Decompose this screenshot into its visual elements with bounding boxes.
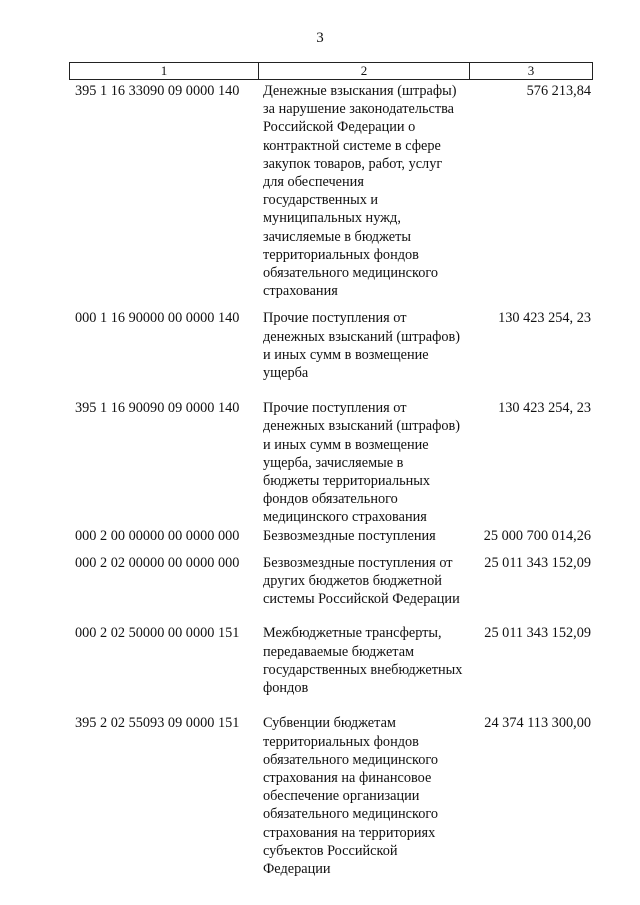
table-row: [69, 714, 593, 878]
table-row: [69, 554, 593, 609]
revenue-name: Субвенции бюджетам территориальных фондов обязательного медицинского страхования на финансовое обеспечение организации обязательного медицинского страхования на территориях субъектов Российской Федерации: [263, 715, 438, 877]
table-row: [69, 82, 593, 300]
revenue-amount: 576 213,84: [526, 83, 591, 99]
revenue-amount: 25 011 343 152,09: [484, 625, 591, 642]
revenue-table: [69, 62, 593, 878]
budget-code: 000 2 00 00000 00 0000 000: [75, 527, 240, 544]
revenue-name: Безвозмездные поступления от других бюджетов бюджетной системы Российской Федерации: [263, 554, 460, 608]
table-row: [69, 399, 593, 526]
table-row: [69, 527, 593, 545]
column-header-code: 1: [70, 63, 259, 79]
revenue-amount: 130 423 254, 23: [498, 310, 591, 327]
budget-code: 000 2 02 50000 00 0000 151: [75, 625, 240, 642]
revenue-amount: 25 011 343 152,09: [484, 554, 591, 571]
budget-code: 000 1 16 90000 00 0000 140: [75, 310, 240, 327]
revenue-name: Прочие поступления от денежных взысканий (штрафов) и иных сумм в возмещение ущерба, зачисляемые в бюджеты территориальных фондов обязательного медицинского страхования: [263, 400, 461, 526]
column-header-amount: 3: [527, 63, 535, 78]
page-number: 3: [316, 30, 324, 46]
budget-code: 395 1 16 90090 09 0000 140: [75, 400, 240, 417]
revenue-amount: 130 423 254, 23: [498, 400, 591, 417]
revenue-name: Прочие поступления от денежных взысканий (штрафов) и иных сумм в возмещение ущерба: [263, 310, 461, 382]
budget-code: 395 2 02 55093 09 0000 151: [75, 715, 240, 732]
table-header: [69, 62, 593, 80]
revenue-name: Денежные взыскания (штрафы) за нарушение законодательства Российской Федерации о контрактной системе в сфере закупок товаров, работ, услуг для обеспечения государственных и муниципальных нужд, зачисляемые в бюджеты территориальных фондов обязательного медицинского страхования: [263, 83, 457, 300]
budget-code: 000 2 02 00000 00 0000 000: [75, 554, 240, 571]
table-row: [69, 309, 593, 382]
budget-code: 395 1 16 33090 09 0000 140: [75, 83, 240, 99]
revenue-name: Безвозмездные поступления: [263, 527, 436, 544]
column-header-name: 2: [259, 63, 470, 79]
revenue-amount: 24 374 113 300,00: [484, 715, 591, 732]
revenue-amount: 25 000 700 014,26: [483, 527, 591, 544]
revenue-name: Межбюджетные трансферты, передаваемые бюджетам государственных внебюджетных фондов: [263, 625, 463, 697]
table-row: [69, 624, 593, 697]
